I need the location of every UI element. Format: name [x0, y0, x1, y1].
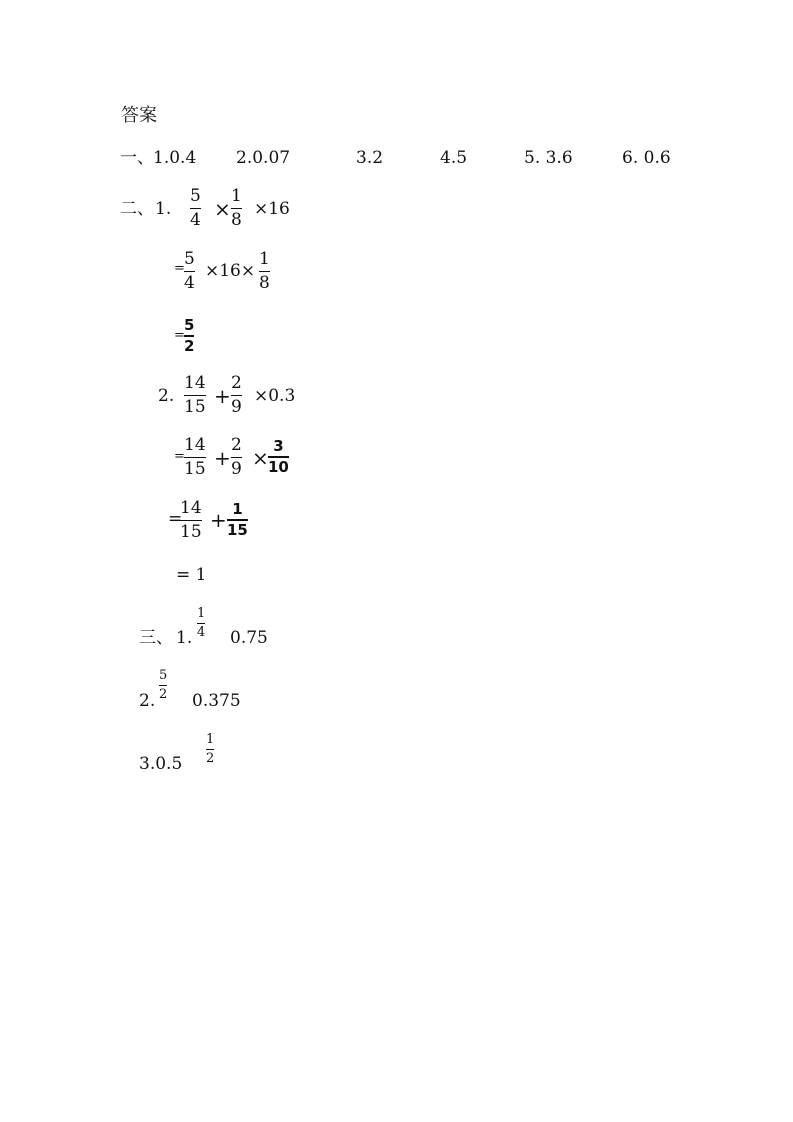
fraction: 5 4 [190, 186, 201, 230]
expression-middle: ×16× [205, 261, 256, 281]
fraction: 1 8 [259, 249, 270, 293]
fraction: 14 15 [184, 435, 206, 479]
fraction: 5 2 [159, 668, 168, 702]
fraction: 1 15 [227, 500, 248, 539]
fraction: 3 10 [268, 437, 289, 476]
item-3-label: 3.0.5 [139, 754, 183, 774]
equals-sign: = [174, 449, 185, 464]
section-one-prefix: 一、 [120, 148, 154, 168]
expression-tail: ×16 [254, 199, 290, 219]
answer-6: 6. 0.6 [622, 148, 671, 168]
fraction: 1 4 [197, 606, 206, 640]
operator: + [210, 508, 227, 532]
operator: + [214, 446, 231, 470]
answer-2: 2.0.07 [236, 148, 291, 168]
fraction: 2 9 [231, 435, 242, 479]
answer-3: 3.2 [356, 148, 384, 168]
section-two-prefix: 二、 [120, 199, 154, 219]
operator: × [214, 197, 231, 221]
problem-2-label: 2. [158, 386, 175, 406]
answer-4: 4.5 [440, 148, 468, 168]
fraction: 5 2 [184, 316, 195, 355]
fraction: 5 4 [184, 249, 195, 293]
equals-sign: = [174, 261, 185, 276]
final-result: = 1 [176, 565, 207, 585]
answer-5: 5. 3.6 [524, 148, 573, 168]
item-2-decimal: 0.375 [192, 691, 241, 711]
equals-sign: = [168, 509, 183, 529]
fraction: 14 15 [184, 373, 206, 417]
answer-1: 1.0.4 [153, 148, 197, 168]
expression-tail: ×0.3 [254, 386, 296, 406]
item-1-decimal: 0.75 [230, 628, 268, 648]
fraction: 14 15 [180, 498, 202, 542]
fraction: 2 9 [231, 373, 242, 417]
section-three-prefix: 三、 [139, 628, 173, 648]
fraction: 1 8 [231, 186, 242, 230]
operator: + [214, 384, 231, 408]
fraction: 1 2 [206, 732, 215, 766]
problem-1-label: 1. [155, 199, 172, 219]
item-2-label: 2. [139, 691, 156, 711]
equals-sign: = [174, 328, 185, 343]
page-title: 答案 [121, 105, 157, 126]
operator: × [252, 446, 269, 470]
item-1-label: 1. [176, 628, 193, 648]
